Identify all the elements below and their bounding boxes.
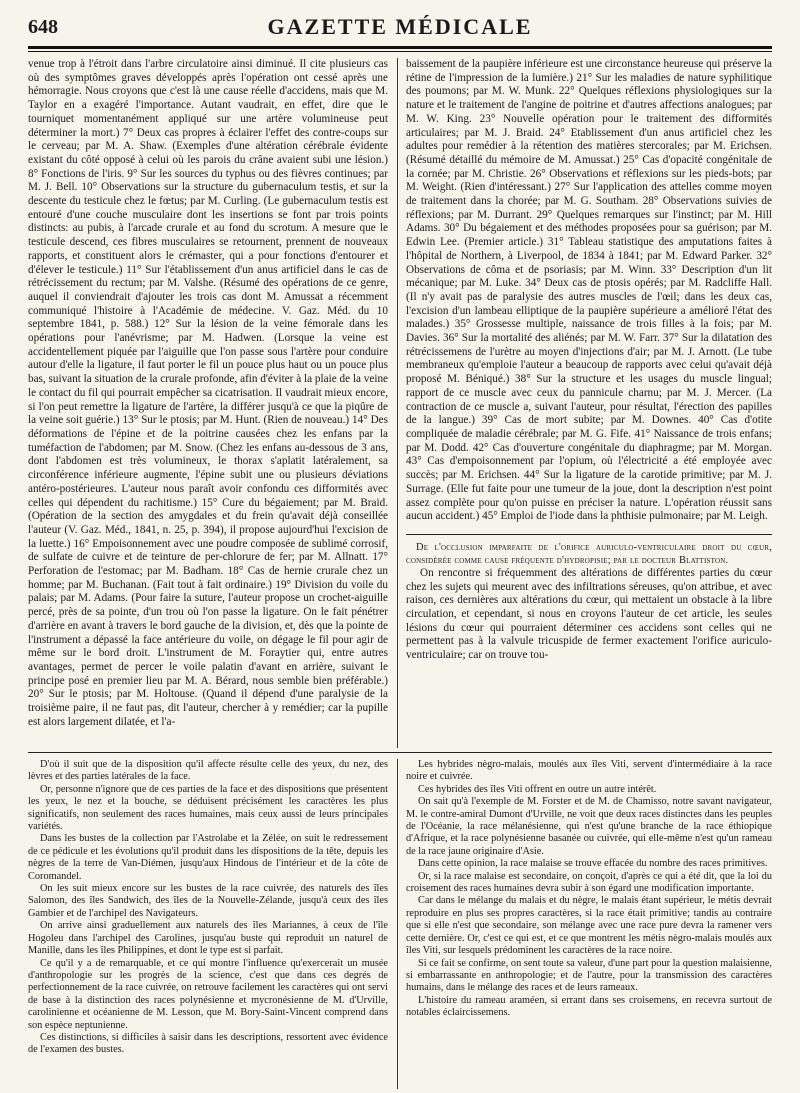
bottom-right-paragraph: L'histoire du rameau araméen, si errant dans ses croisemens, en recevra surtout de notables éclaircissemens.	[406, 994, 772, 1019]
bottom-right-paragraph: Dans cette opinion, la race malaise se trouve effacée du nombre des races primitives.	[418, 858, 768, 870]
bottom-right-paragraph: Ces hybrides des îles Viti offrent en outre un autre intérêt.	[418, 783, 657, 795]
bottom-left-paragraph: On arrive ainsi graduellement aux naturels des îles Mariannes, à ceux de l'île Hogoleu dans l'archipel des Carolines, jusqu'au buste qui reproduit un naturel de Manille, dans les îles Philippines, et dont le type est si parfait.	[28, 920, 388, 957]
column-divider	[397, 58, 398, 748]
article-divider	[406, 534, 772, 535]
bottom-left-paragraph: Ces distinctions, si difficiles à saisir dans les descriptions, ressortent avec évidence de l'examen des bustes.	[28, 1031, 388, 1056]
bottom-left-paragraph: On les suit mieux encore sur les bustes de la race cuivrée, des naturels des îles Salomon, des îles Sandwich, des îles de la Nouvelle-Zélande, jusqu'à ceux des îles Gambier et de l'archipel des Navigateurs.	[28, 883, 388, 919]
section-rule	[28, 752, 772, 753]
bottom-left-paragraph: D'où il suit que de la disposition qu'il affecte résulte celle des yeux, du nez, des lèvres et des parties latérales de la face.	[28, 759, 388, 783]
bottom-right-paragraph: Les hybrides nègro-malais, moulés aux îles Viti, servent d'intermédiaire à la race noire et cuivrée.	[406, 759, 772, 783]
bottom-left-paragraph: Dans les bustes de la collection par l'Astrolabe et la Zélée, on suit le redressement de ce pédicule et les évolutions qu'il produit dans les dispositions de la tête, depuis les nègres de la terre de Van-Diémen, jusqu'aux Hindous de l'intérieur et de la côte de Coromandel.	[28, 833, 388, 882]
bottom-right-paragraph: Car dans le mélange du malais et du nègre, le malais étant supérieur, le métis devrait reproduire en plus ses propres caractères, si la race était primitive; tandis au contraire que si elle n'est que secondaire, son mélange avec une race pure devra la ramener vers cette dernière. Or, c'est ce qui est, et ce que montrent les métis nègro-malais moulés aux îles Viti, sur lesquels prédominent les caractères de la race noire.	[406, 895, 772, 957]
article-title: De l'occlusion imparfaite de l'orifice auriculo-ventriculaire droit du cœur, considérée comme cause fréquente d'hydropisie; par le docteur Blattiston.	[406, 541, 772, 566]
bottom-right-paragraph: Or, si la race malaise est secondaire, on conçoit, d'après ce qui a été dit, que la loi du croisement des races humaines devra subir à son égard une modification importante.	[406, 870, 772, 895]
page-header	[28, 14, 772, 44]
top-left-paragraph: venue trop à l'étroit dans l'arbre circulatoire ainsi diminué. Il cite plusieurs cas où des symptômes graves développés après l'opération ont cessé après une hémorragie. Nous croyons que c'est là une cause réelle d'accidens, mais que M. Taylor en a exagéré l'importance. Autant vaudrait, en effet, dire que le tourniquet momentanément appliqué sur une artère volumineuse peut déterminer la mort.) 7° Deux cas propres à éclairer l'effet des contre-coups sur le cerveau; par M. A. Shaw. (Exemples d'une altération cérébrale évidente existant du côté opposé à celui où les parois du crâne avaient subi une lésion.) 8° Fonctions de l'iris. 9° Sur les sources du typhus ou des fièvres continues; par M. J. Bell. 10° Observations sur la structure du gubernaculum testis, et sur la descente du testicule chez le fœtus; par M. Curling. (Le gubernaculum testis est entouré d'une couche musculaire dont les insertions se font par trois points distincts: au pubis, à l'arcade crurale et au fond du scrotum. A mesure que le testicule descend, ces fibres musculaires se retournent, prennent de nouveaux rapports, et constituent alors le crémaster, qui a pour fonctions d'entourer et d'élever le testicule.) 11° Sur l'établissement d'un anus artificiel dans le cas de rétrécissement du rectum; par M. Valshe. (Résumé des opérations de ce genre, auquel il conviendrait d'ajouter les trois cas dont M. Amussat a récemment communiqué l'histoire à l'Académie de médecine. V. Gaz. Méd. du 10 septembre 1841, p. 588.) 12° Sur la lésion de la veine fémorale dans les opérations pour l'anévrisme; par M. Hadwen. (Lorsque la veine est accidentellement piquée par l'aiguille que l'on passe sous l'artère pour conduire autour d'elle la ligature, il faut porter le fil un pouce plus haut ou un pouce plus bas, suivant la situation de la crurale profonde, afin d'éviter à la plaie de la veine le contact du fil qui pourrait empêcher sa cicatrisation. Il vaudrait mieux encore, si l'on peut remettre la ligature de l'artère, la différer jusqu'à ce que la piqûre de la veine soit guérie.) 13° Sur le ptosis; par M. Hunt. (Rien de nouveau.) 14° Des déformations de l'épine et de la poitrine causées chez les enfans par la tuméfaction de l'abdomen; par M. Snow. (Chez les enfans au-dessous de 3 ans, dont l'abdomen est très volumineux, le thorax s'aplatit latéralement, sa circonférence inférieure augmente, l'épine subit une ou plusieurs déviations antéro-postérieures. L'auteur nous paraît avoir confondu ces difformités avec celles qui dépendent du rachitisme.) 15° Cure du bégaiement; par M. Braid. (Opération de la section des amygdales et du frein qu'avait déjà conseillée l'auteur (V. Gaz. Méd., 1841, n. 25, p. 394), il propose aujourd'hui l'excision de la luette.) 16° Empoisonnement avec une poudre composée de sublimé corrosif, de sulfate de cuivre et de teinture de per-chlorure de fer; par M. Allnatt. 17° Perforation de l'estomac; par M. Badham. 18° Cas de hernie crurale chez un homme; par M. Buchanan. (Fait tout à fait ordinaire.) 19° Division du voile du palais; par M. Adams. (Pour faire la suture, l'auteur propose un crochet-aiguille percé, près de sa pointe, d'un trou où l'on passe la ligature. On le fait pénétrer d'arrière en avant à travers le bord gauche de la division, et, dès que la pointe de l'instrument a dépassé la face antérieure du voile, on dégage le fil pour agir de même sur le bord droit. L'instrument de M. Foraytier qui, entre autres avantages, permet de percer le voile palatin d'avant en arrière, suivant le principe posé en premier lieu par M. A. Bérard, nous semble bien préférable.) 20° Sur le ptosis; par M. Holtouse. (Quand il dépend d'une paralysie de la troisième paire, il ne faut pas, dit l'auteur, chercher à y remédier; car la pupille est alors largement dilatée, et l'a-	[28, 58, 388, 728]
bottom-right-paragraph: On sait qu'à l'exemple de M. Forster et de M. de Chamisso, notre savant navigateur, M. le contre-amiral Dumont d'Urville, ne voit que deux races distinctes dans les peuples de l'Océanie, la race mélanésienne, qui n'est qu'une branche de la race éthiopique d'Afrique, et la race polynésienne basanée ou cuivrée, qui elle-même n'est qu'un rameau de la race jaune originaire d'Asie.	[406, 796, 772, 857]
newspaper-page	[28, 14, 772, 1084]
top-right-column	[406, 58, 772, 748]
page-number: 648	[28, 16, 58, 38]
bottom-right-paragraph: Si ce fait se confirme, on sent toute sa valeur, d'une part pour la question malaisienne, si embarrassante en anthropologie; et de l'autre, pour la transmission des caractères humains, dans le mélange des races et de leurs rameaux.	[406, 957, 772, 994]
journal-title: GAZETTE MÉDICALE	[267, 14, 533, 39]
article-body: On rencontre si fréquemment des altérations de différentes parties du cœur chez les sujets qui meurent avec des infiltrations séreuses, qu'on attribue, et avec raison, ces dernières aux altérations du cœur, qui mettaient un obstacle à la libre circulation, et cependant, si nous en croyons l'auteur de cet article, les seules lésions du cœur qui pourraient déterminer ces accidens sont celles qui ne permettent pas à la valvule tricuspide de fermer exactement l'orifice auriculo-ventriculaire; car on trouve tou-	[406, 566, 772, 662]
top-right-paragraph: baissement de la paupière inférieure est une circonstance heureuse qui préserve la rétine de l'impression de la lumière.) 21° Sur les maladies de nature syphilitique des poumons; par M. W. Munk. 22° Quelques réflexions physiologiques sur la nature et le traitement de l'angine de poitrine et d'autres affections analogues; par M. W. King. 23° Nouvelle opération pour le traitement des difformités articulaires; par M. J. Braid. 24° Etablissement d'un anus artificiel chez les adultes pour remédier à la rétention des matières stercorales; par M. Erichsen. (Résumé détaillé du mémoire de M. Amussat.) 25° Cas d'opacité congénitale de la cornée; par M. Christie. 26° Observations et réflexions sur les pieds-bots; par M. Weight. (Rien d'intéressant.) 27° Sur l'application des attelles comme moyen de traitement dans la chorée; par M. G. Southam. 28° Observations suivies de réflexions; par M. Durrant. 29° Quelques remarques sur l'instinct; par M. Hill Adams. 30° Du bégaiement et des méthodes proposées pour sa guérison; par M. Edwin Lee. (Premier article.) 31° Tableau statistique des amputations faites à l'hôpital de Northern, à Liverpool, de 1834 à 1841; par M. Edward Parker. 32° Observations de côma et de psoriasis; par M. Winn. 33° Description d'un lit mécanique; par M. Luke. 34° Deux cas de ptosis opérés; par M. Radcliffe Hall. (Il n'y avait pas de paralysie des autres muscles de l'œil; dans les deux cas, l'excision d'un lambeau elliptique de la paupière supérieure a amélioré l'état des malades.) 35° Grossesse multiple, naissance de trois filles à la fois; par M. Davies. 36° Sur la mortalité des aliénés; par M. W. Farr. 37° Sur la dilatation des rétrécissemens de l'urètre au moyen d'injections d'air; par M. J. Arnott. (Le tube membraneux qu'emploie l'auteur a beaucoup de rapports avec celui qu'avait déjà proposé M. Béniqué.) 38° Sur la structure et les usages du muscle lingual; rapport de ce muscle avec ceux du pannicule charnu; par M. J. Mercer. (La contraction de ce muscle a, suivant l'auteur, pour résultat, l'érection des papilles de la langue.) 39° Cas de mort subite; par M. Downes. 40° Cas d'otite compliquée de maladie cérébrale; par M. G. Fife. 41° Naissance de trois enfans; par M. Dodd. 42° Cas d'ouverture congénitale du diaphragme; par M. Morgan. 43° Cas d'empoisonnement par l'opium, où l'électricité a été employée avec succès; par M. Erichsen. 44° Sur la ligature de la carotide primitive; par M. J. Surrage. (Elle fut faite pour une tumeur de la joue, dont la description n'est point assez complète pour qu'on puisse en préciser la nature. L'opération réussit sans aucun accident.) 45° Emploi de l'iode dans la phthisie pulmonaire; par M. Leigh.	[406, 58, 772, 523]
column-divider	[397, 759, 398, 1089]
bottom-left-column	[28, 759, 388, 1089]
header-rule	[28, 46, 772, 52]
bottom-left-paragraph: Ce qu'il y a de remarquable, et ce qui montre l'influence qu'exercerait un musée d'anthropologie sur les progrès de la science, c'est que dans ces degrés de perfectionnement de la race cuivrée, on retrouve facilement les caractères qui ont servi de base à la distinction des races polynésienne et mycronésienne de M. d'Urville, carolinienne et océanienne de M. Lesson, que M. Bory-Saint-Vincent comprend dans son espèce neptunienne.	[28, 957, 388, 1031]
top-section	[28, 58, 772, 748]
bottom-section	[28, 759, 772, 1089]
top-left-column	[28, 58, 388, 748]
bottom-right-column	[406, 759, 772, 1089]
bottom-left-paragraph: Or, personne n'ignore que de ces parties de la face et des dispositions que présentent les yeux, le nez et la bouche, se déduisent précisément les caractères les plus significatifs, non seulement des races humaines, mais ceux aussi de leurs principales variétés.	[28, 783, 388, 833]
